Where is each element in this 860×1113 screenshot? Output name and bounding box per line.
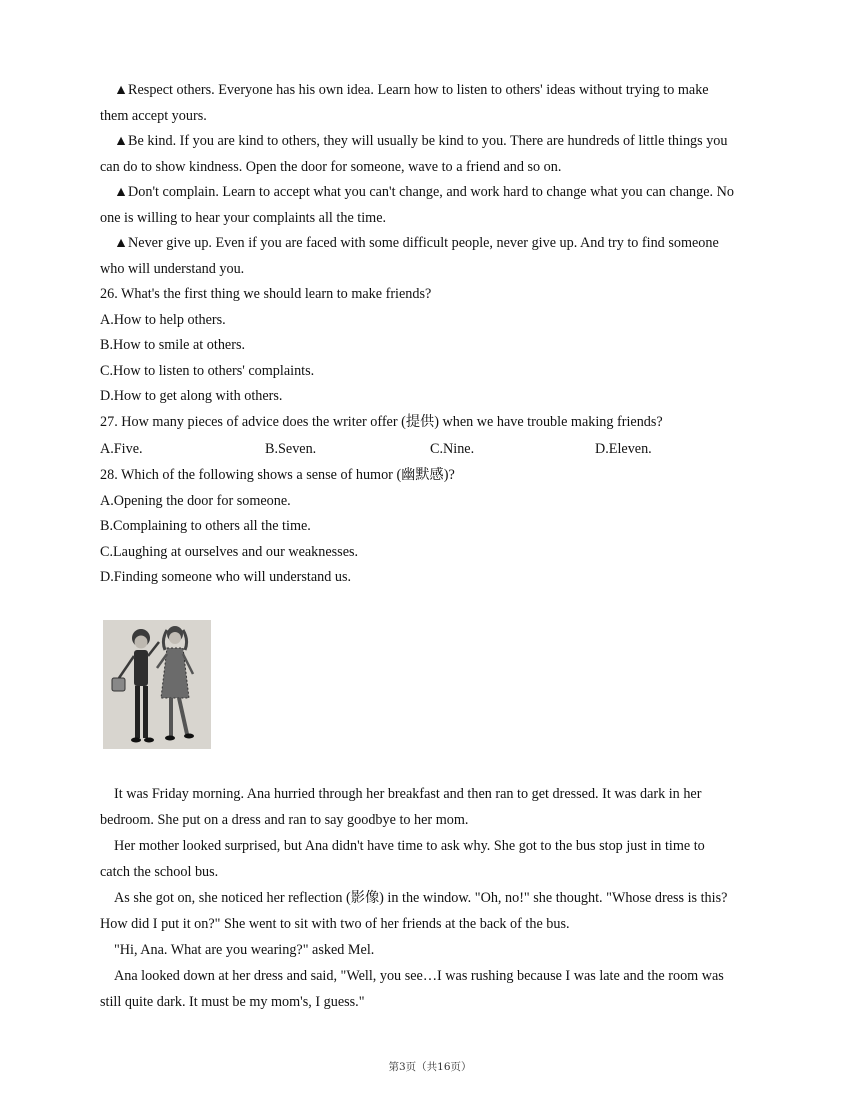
story-line-8: Ana looked down at her dress and said, "Well, you see…I was rushing because I was late and the room was [114,968,724,984]
two-girls-illustration [103,620,211,749]
q28-option-b: B.Complaining to others all the time. [100,518,311,534]
question-27: 27. How many pieces of advice does the writer offer (提供) when we have trouble making friends? [100,413,663,430]
story-line-5: As she got on, she noticed her reflection (影像) in the window. "Oh, no!" she thought. "Whose dress is this? [114,890,728,906]
advice-3-line2: one is willing to hear your complaints all the time. [100,209,387,226]
story-line-6: How did I put it on?" She went to sit with two of her friends at the back of the bus. [100,916,570,932]
q27-options-row [100,435,760,463]
two-girls-drawing [103,620,211,749]
advice-3-line1: ▲Don't complain. Learn to accept what you can't change, and work hard to change what you can change. No [114,184,734,200]
question-26: 26. What's the first thing we should learn to make friends? [100,286,432,302]
advice-1-line2: them accept yours. [100,107,207,124]
advice-4-line1: ▲Never give up. Even if you are faced with some difficult people, never give up. And try to find someone [114,235,719,251]
q27-option-b: B.Seven. [265,441,317,457]
question-28: 28. Which of the following shows a sense of humor (幽默感)? [100,467,455,483]
advice-4-line2: who will understand you. [100,260,245,277]
q27-option-d: D.Eleven. [595,441,652,457]
q26-option-b: B.How to smile at others. [100,337,246,353]
advice-2-line2: can do to show kindness. Open the door for someone, wave to a friend and so on. [100,158,562,175]
advice-1-line1: ▲Respect others. Everyone has his own idea. Learn how to listen to others' ideas without trying to make [114,82,709,98]
q28-option-c: C.Laughing at ourselves and our weaknesses. [100,543,359,560]
q27-option-a: A.Five. [100,441,143,457]
story-line-1: It was Friday morning. Ana hurried through her breakfast and then ran to get dressed. It was dark in her [114,786,702,802]
story-line-9: still quite dark. It must be my mom's, I guess." [100,994,365,1010]
story-line-4: catch the school bus. [100,864,219,880]
story-line-2: bedroom. She put on a dress and ran to say goodbye to her mom. [100,812,469,828]
story-line-7: "Hi, Ana. What are you wearing?" asked Mel. [114,942,375,958]
q26-option-a: A.How to help others. [100,311,226,328]
reading-passage-story [100,781,760,1015]
reading-passage-advice [100,78,760,591]
q28-option-d: D.Finding someone who will understand us. [100,569,352,585]
q27-option-c: C.Nine. [430,441,475,457]
story-line-3: Her mother looked surprised, but Ana didn't have time to ask why. She got to the bus stop just in time to [114,838,705,854]
advice-2-line1: ▲Be kind. If you are kind to others, they will usually be kind to you. There are hundreds of little things you [114,133,728,149]
q26-option-d: D.How to get along with others. [100,388,283,404]
q28-option-a: A.Opening the door for someone. [100,492,291,509]
page-footer: 第3页（共16页） [388,1061,472,1073]
q26-option-c: C.How to listen to others' complaints. [100,362,315,379]
